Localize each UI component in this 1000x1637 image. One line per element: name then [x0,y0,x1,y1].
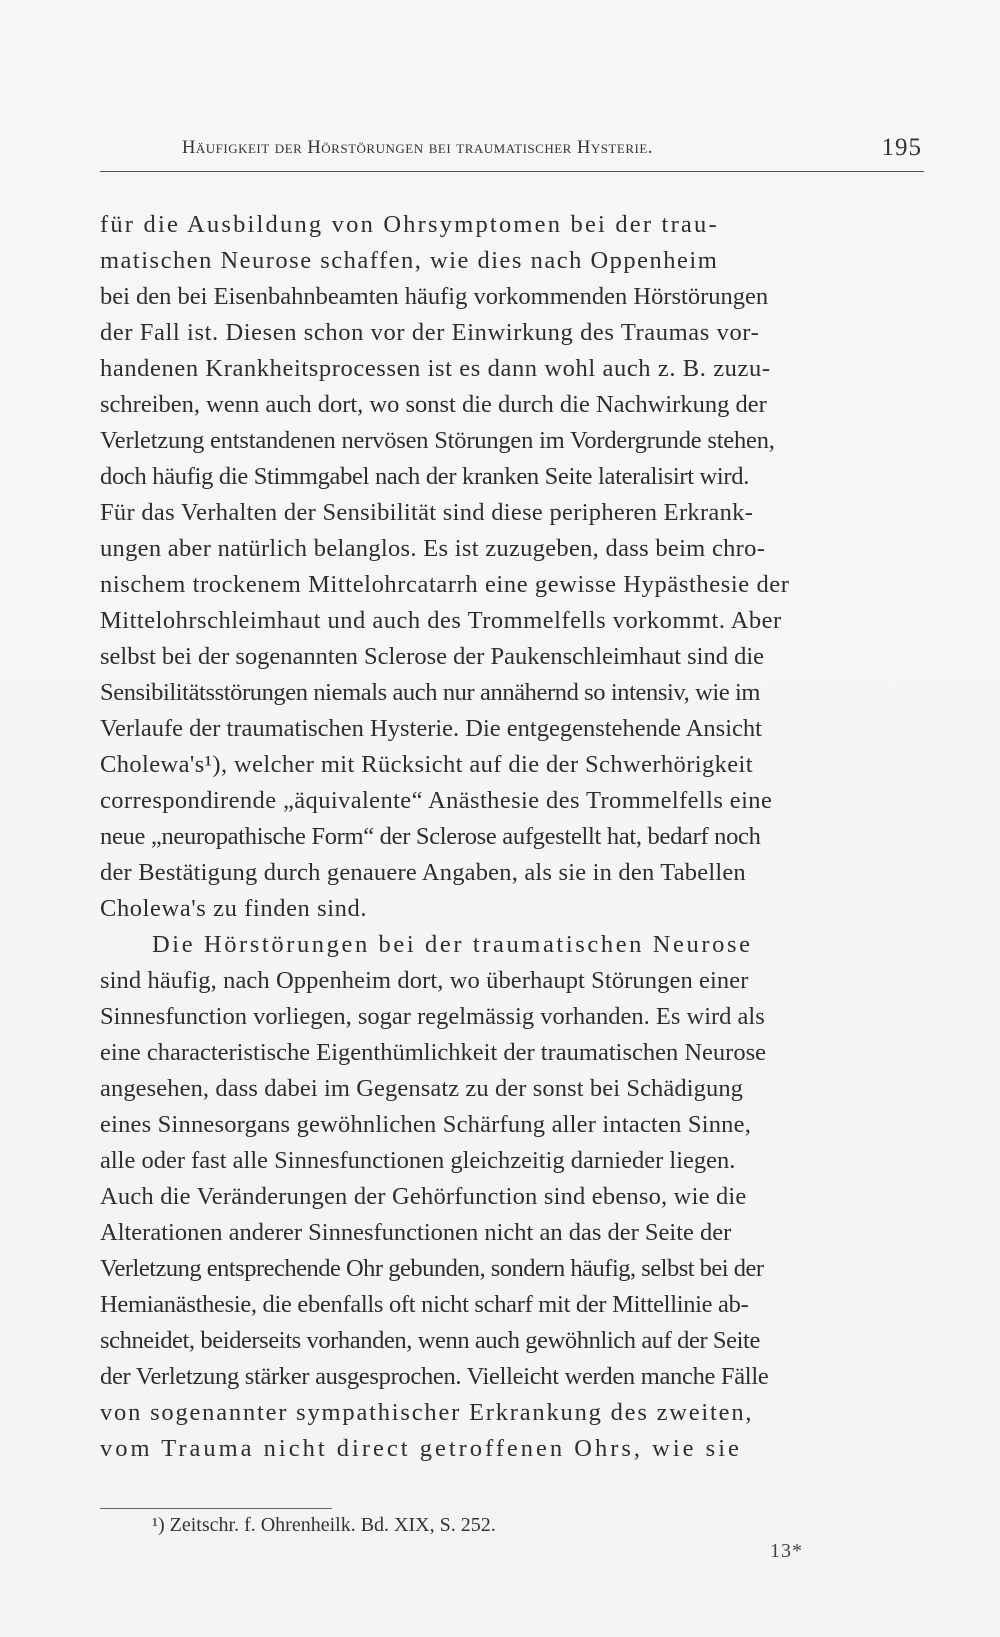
text-line: der Verletzung stärker ausgesprochen. Vielleicht werden manche Fälle [100,1363,769,1390]
signature-mark: 13* [770,1540,803,1562]
text-line: der Fall ist. Diesen schon vor der Einwirkung des Traumas vor- [100,319,760,346]
text-line: von sogenannter sympathischer Erkrankung des zweiten, [100,1399,754,1426]
text-line: Mittelohrschleimhaut und auch des Trommelfells vorkommt. Aber [100,607,782,634]
text-line: schreiben, wenn auch dort, wo sonst die durch die Nachwirkung der [100,391,767,418]
text-line: schneidet, beiderseits vorhanden, wenn auch gewöhnlich auf der Seite [100,1327,760,1354]
text-line: Alterationen anderer Sinnesfunctionen nicht an das der Seite der [100,1219,732,1246]
text-line: neue „neuropathische Form“ der Sclerose aufgestellt hat, bedarf noch [100,823,761,850]
text-line: Cholewa's¹), welcher mit Rücksicht auf die der Schwerhörigkeit [100,751,753,778]
text-line: angesehen, dass dabei im Gegensatz zu der sonst bei Schädigung [100,1075,744,1102]
text-line: der Bestätigung durch genauere Angaben, als sie in den Tabellen [100,859,746,886]
text-line: für die Ausbildung von Ohrsymptomen bei der trau- [100,211,719,238]
text-line: Verletzung entstandenen nervösen Störungen im Vordergrunde stehen, [100,427,775,454]
text-line: alle oder fast alle Sinnesfunctionen gleichzeitig darnieder liegen. [100,1147,736,1174]
text-line: bei den bei Eisenbahnbeamten häufig vorkommenden Hörstörungen [100,283,769,310]
running-head-title: Häufigkeit der Hörstörungen bei traumatischer Hysterie. [182,138,653,158]
text-line: eines Sinnesorgans gewöhnlichen Schärfung aller intacten Sinne, [100,1111,752,1138]
text-line: ungen aber natürlich belanglos. Es ist zuzugeben, dass beim chro- [100,535,766,562]
text-line: sind häufig, nach Oppenheim dort, wo überhaupt Störungen einer [100,967,749,994]
text-line: Verlaufe der traumatischen Hysterie. Die entgegenstehende Ansicht [100,715,762,742]
text-line: Verletzung entsprechende Ohr gebunden, sondern häufig, selbst bei der [100,1255,764,1282]
text-line: Cholewa's zu finden sind. [100,895,368,922]
text-line: Sinnesfunction vorliegen, sogar regelmässig vorhanden. Es wird als [100,1003,765,1030]
text-line: correspondirende „äquivalente“ Anästhesie des Trommelfells eine [100,787,773,814]
footnote: ¹) Zeitschr. f. Ohrenheilk. Bd. XIX, S. 252. [152,1514,496,1536]
text-line: vom Trauma nicht direct getroffenen Ohrs, wie sie [100,1435,742,1462]
text-line: Sensibilitätsstörungen niemals auch nur annähernd so intensiv, wie im [100,679,761,706]
page-number: 195 [881,134,922,161]
text-line: handenen Krankheitsprocessen ist es dann wohl auch z. B. zuzu- [100,355,771,382]
text-line: Hemianästhesie, die ebenfalls oft nicht scharf mit der Mittellinie ab- [100,1291,749,1318]
text-line: Für das Verhalten der Sensibilität sind diese peripheren Erkrank- [100,499,754,526]
text-line: eine characteristische Eigenthümlichkeit der traumatischen Neurose [100,1039,766,1066]
text-line: Auch die Veränderungen der Gehörfunction sind ebenso, wie die [100,1183,747,1210]
running-head [182,134,922,161]
text-line: nischem trockenem Mittelohrcatarrh eine gewisse Hypästhesie der [100,571,790,598]
text-line: selbst bei der sogenannten Sclerose der Paukenschleimhaut sind die [100,643,765,670]
text-line: Die Hörstörungen bei der traumatischen Neurose [152,931,753,958]
header-rule [100,171,924,172]
footnote-rule [100,1508,332,1509]
text-line: doch häufig die Stimmgabel nach der kranken Seite lateralisirt wird. [100,463,750,490]
text-line: matischen Neurose schaffen, wie dies nach Oppenheim [100,247,719,274]
